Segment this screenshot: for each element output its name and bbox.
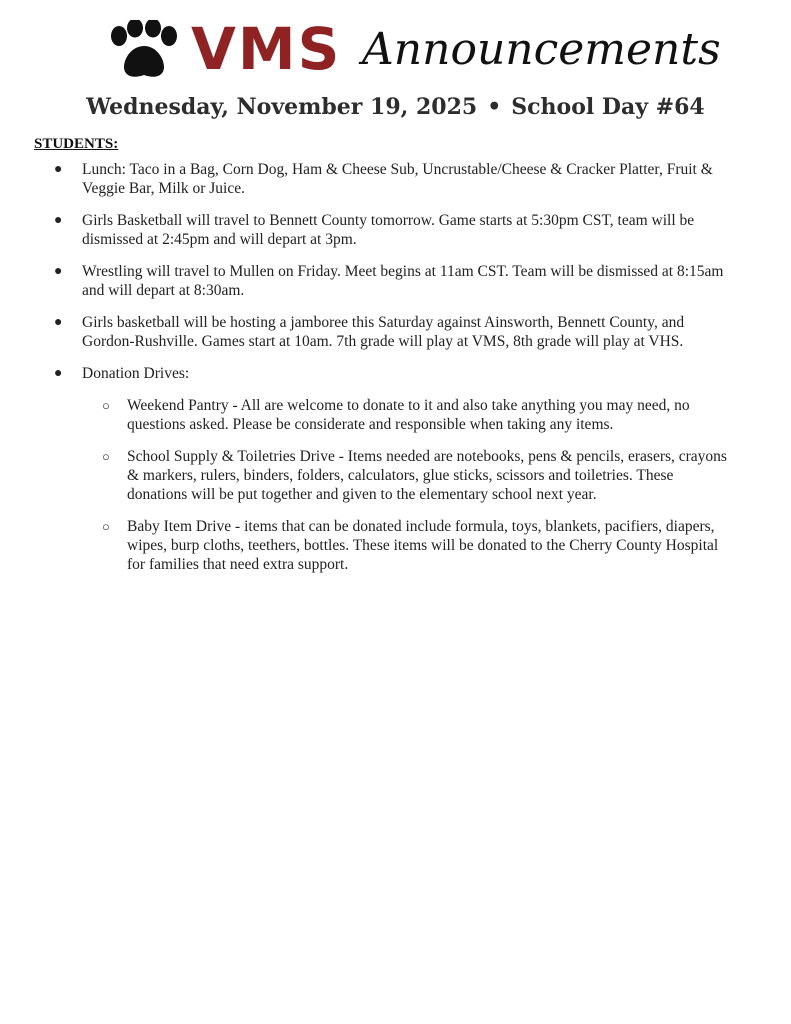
hollow-bullet-icon: ○ xyxy=(102,519,110,534)
bullet-icon: ● xyxy=(54,264,63,279)
school-day: School Day #64 xyxy=(511,94,705,120)
list-item: ● Lunch: Taco in a Bag, Corn Dog, Ham & Cheese Sub, Uncrustable/Cheese & Cracker Platter, Fruit & Veggie Bar, Milk or Juice. xyxy=(54,161,713,197)
logo-text: VMS xyxy=(191,15,342,83)
page-title: Announcements xyxy=(362,24,721,75)
sub-list-item: ○ Baby Item Drive - items that can be donated include formula, toys, blankets, pacifiers, diapers, wipes, burp cloths, teethers, bottles. These items will be donated to the Cherry County Hospital for families that need extra support. xyxy=(102,518,719,573)
date: Wednesday, November 19, 2025 xyxy=(86,94,478,120)
list-item: ● Girls basketball will be hosting a jamboree this Saturday against Ainsworth, Bennett County, and Gordon-Rushville. Games start at 10am. 7th grade will play at VMS, 8th grade will play at VHS. xyxy=(54,314,685,350)
sub-list-item: ○ Weekend Pantry - All are welcome to donate to it and also take anything you may need, no questions asked. Please be considerate and responsible when taking any items. xyxy=(102,397,690,433)
bullet-icon: ● xyxy=(54,213,63,228)
section-title: STUDENTS: xyxy=(34,136,119,152)
bullet-icon: ● xyxy=(54,315,63,330)
announcement-list xyxy=(34,160,734,587)
header xyxy=(0,0,791,92)
paw-print-icon xyxy=(106,20,182,82)
separator: • xyxy=(487,94,502,120)
hollow-bullet-icon: ○ xyxy=(102,449,110,464)
list-item: ● Donation Drives: xyxy=(54,365,190,382)
bullet-icon: ● xyxy=(54,162,63,177)
sub-list-item: ○ School Supply & Toiletries Drive - Items needed are notebooks, pens & pencils, erasers, crayons & markers, rulers, binders, folders, calculators, glue sticks, scissors and toiletries. These donations will be put together and given to the elementary school next year. xyxy=(102,448,727,503)
list-item: ● Girls Basketball will travel to Bennett County tomorrow. Game starts at 5:30pm CST, team will be dismissed at 2:45pm and will depart at 3pm. xyxy=(54,212,695,248)
bullet-icon: ● xyxy=(54,366,63,381)
dateline xyxy=(0,94,791,120)
list-item: ● Wrestling will travel to Mullen on Friday. Meet begins at 11am CST. Team will be dismissed at 8:15am and will depart at 8:30am. xyxy=(54,263,724,299)
hollow-bullet-icon: ○ xyxy=(102,398,110,413)
